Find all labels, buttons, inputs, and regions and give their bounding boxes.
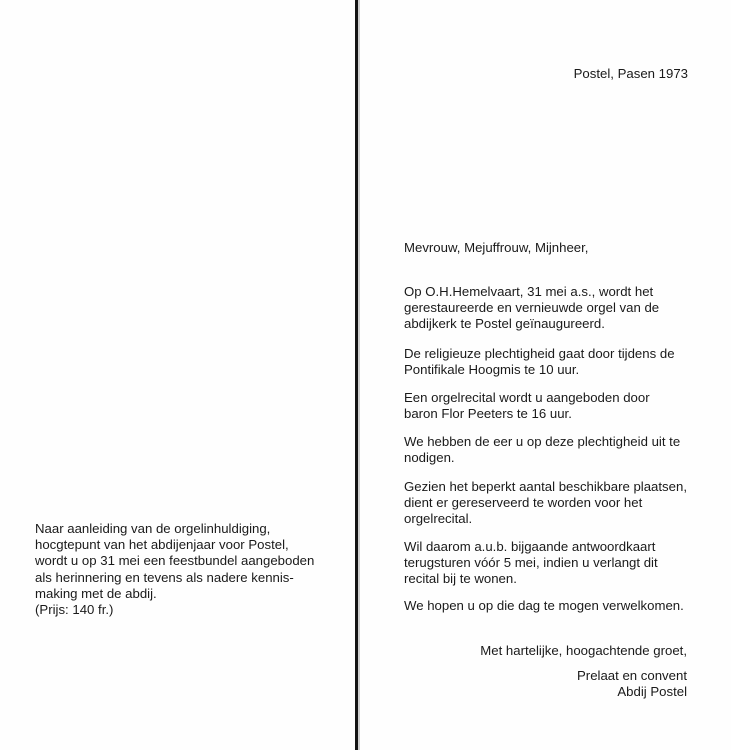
right-page <box>360 0 731 750</box>
note-line: Naar aanleiding van de orgelinhuldiging, <box>35 521 271 536</box>
paragraph-line: recital bij te wonen. <box>404 571 517 587</box>
note-line: hocgtepunt van het abdijenjaar voor Postel, <box>35 537 289 553</box>
paragraph-line: Wil daarom a.u.b. bijgaande antwoordkaart <box>404 539 656 554</box>
paragraph-line: orgelrecital. <box>404 511 473 527</box>
dateline: Postel, Pasen 1973 <box>573 66 688 81</box>
paragraph-line: Op O.H.Hemelvaart, 31 mei a.s., wordt het <box>404 284 654 299</box>
paragraph-ceremony <box>404 346 695 378</box>
note-line: als herinnering en tevens als nadere kennis- <box>35 569 294 585</box>
paragraph-recital <box>404 390 695 422</box>
note-line: wordt u op 31 mei een feestbundel aangeboden <box>35 553 315 569</box>
left-page <box>0 0 356 750</box>
paragraph-line: nodigen. <box>404 450 455 466</box>
salutation: Mevrouw, Mejuffrouw, Mijnheer, <box>404 240 589 255</box>
paragraph-invitation <box>404 434 695 466</box>
paragraph-line: De religieuze plechtigheid gaat door tijdens de <box>404 346 675 361</box>
signature-line: Abdij Postel <box>617 684 687 700</box>
paragraph-line: We hopen u op die dag te mogen verwelkomen. <box>404 598 684 613</box>
paragraph-line: gerestaureerde en vernieuwde orgel van de <box>404 300 660 316</box>
note-line: (Prijs: 140 fr.) <box>35 602 114 618</box>
paragraph-line: Gezien het beperkt aantal beschikbare plaatsen, <box>404 479 687 494</box>
note-line: making met de abdij. <box>35 585 157 601</box>
paragraph-line: baron Flor Peeters te 16 uur. <box>404 406 572 422</box>
paragraph-line: Een orgelrecital wordt u aangeboden door <box>404 390 650 405</box>
signature-line: Prelaat en convent <box>577 668 687 683</box>
paragraph-line: We hebben de eer u op deze plechtigheid uit te <box>404 434 681 449</box>
paragraph-line: dient er gereserveerd te worden voor het <box>404 495 643 511</box>
paragraph-line: Pontifikale Hoogmis te 10 uur. <box>404 362 580 378</box>
paragraph-inauguration <box>404 284 695 333</box>
paragraph-line: terugsturen vóór 5 mei, indien u verlangt dit <box>404 555 658 571</box>
paragraph-reply-card <box>404 539 695 588</box>
closing-greeting: Met hartelijke, hoogachtende groet, <box>480 643 687 658</box>
signature-block <box>577 668 687 700</box>
paragraph-welcome <box>404 598 695 614</box>
paragraph-line: abdijkerk te Postel geïnaugureerd. <box>404 316 605 332</box>
paragraph-reservation <box>404 479 695 528</box>
festschrift-note <box>35 521 335 618</box>
